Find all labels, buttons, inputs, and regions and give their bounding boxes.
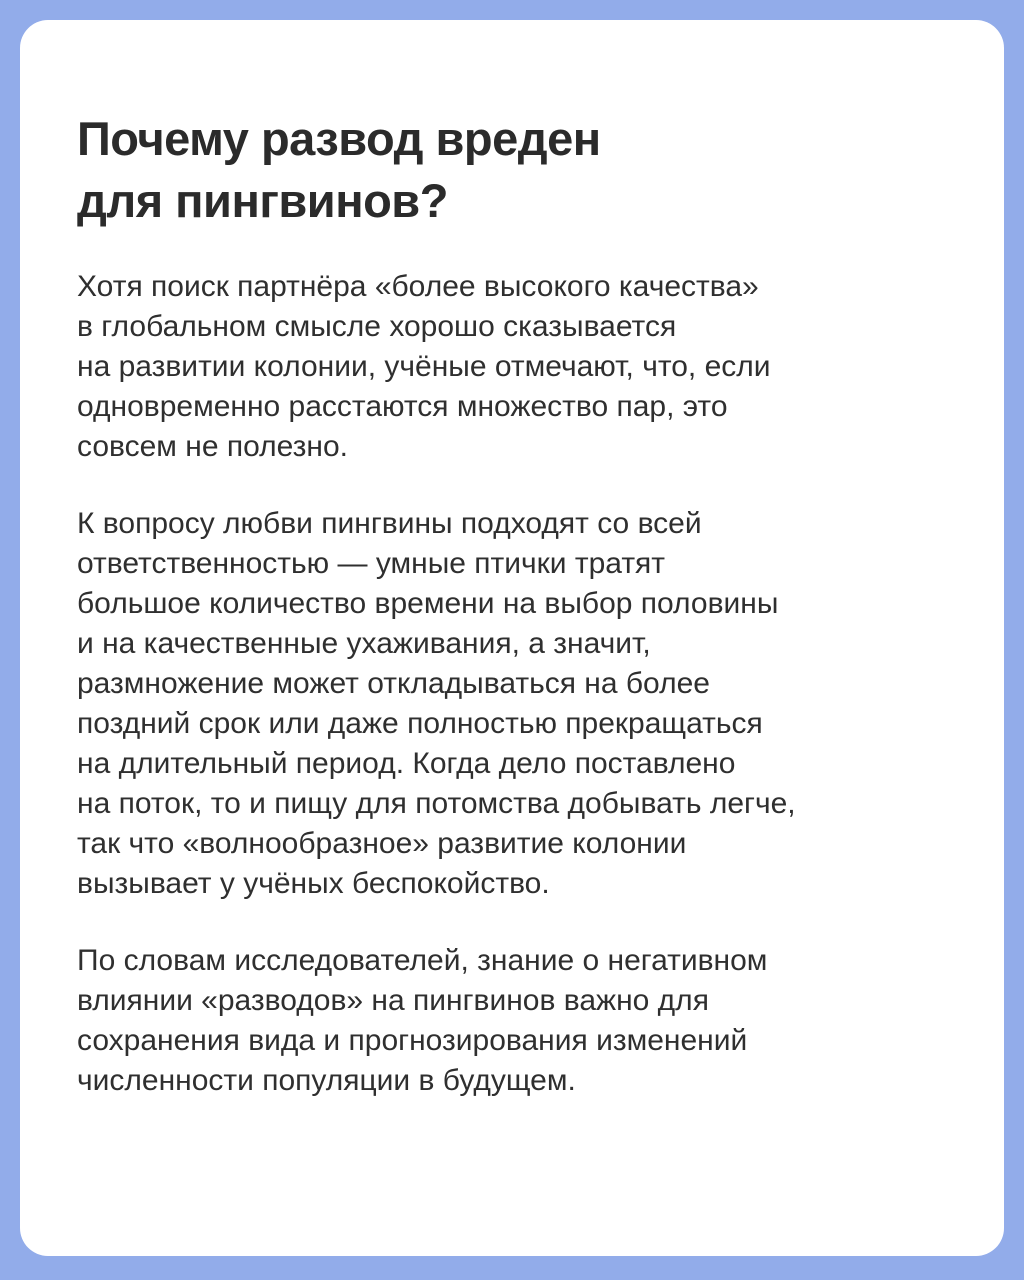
text-line: совсем не полезно. [77,430,348,463]
title-line: для пингвинов? [77,174,448,227]
text-line: на длительный период. Когда дело поставлено [77,747,736,780]
text-line: численности популяции в будущем. [77,1064,576,1097]
text-line: одновременно расстаются множество пар, это [77,390,728,423]
text-line: поздний срок или даже полностью прекращаться [77,707,763,740]
text-line: и на качественные ухаживания, а значит, [77,627,651,660]
text-line: По словам исследователей, знание о негативном [77,944,768,977]
text-line: К вопросу любви пингвины подходят со всей [77,507,702,540]
article-card [20,20,1004,1256]
text-line: ответственностью — умные птички тратят [77,547,666,580]
text-line: вызывает у учёных беспокойство. [77,867,550,900]
paragraph-2 [77,504,964,904]
text-line: на развитии колонии, учёные отмечают, что, если [77,350,771,383]
text-line: Хотя поиск партнёра «более высокого качества» [77,270,759,303]
text-line: размножение может откладываться на более [77,667,710,700]
article-title [77,108,964,232]
text-line: в глобальном смысле хорошо сказывается [77,310,677,343]
text-line: влиянии «разводов» на пингвинов важно для [77,984,709,1017]
paragraph-3 [77,941,964,1101]
text-line: на поток, то и пищу для потомства добывать легче, [77,787,796,820]
text-line: сохранения вида и прогнозирования изменений [77,1024,748,1057]
title-line: Почему развод вреден [77,112,601,165]
text-line: большое количество времени на выбор половины [77,587,779,620]
paragraph-1 [77,267,964,467]
text-line: так что «волнообразное» развитие колонии [77,827,687,860]
